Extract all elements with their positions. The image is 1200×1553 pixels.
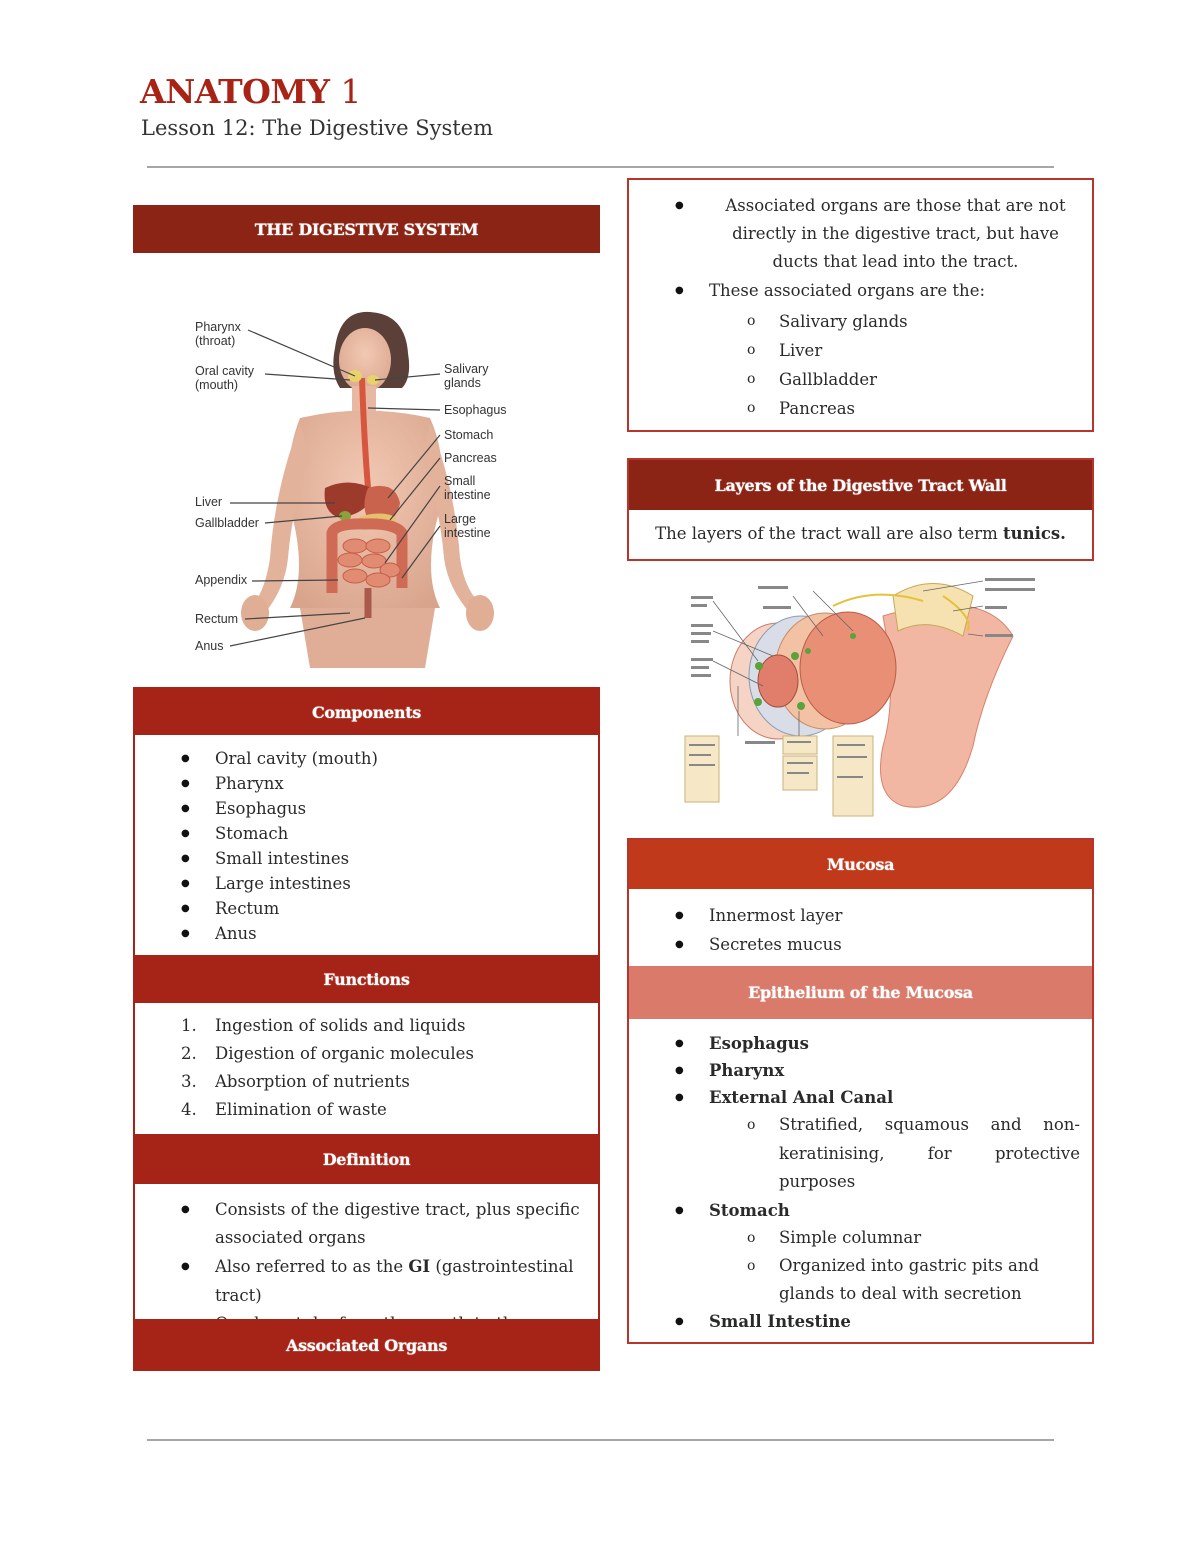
label-oral-cavity: Oral cavity (mouth) [195, 364, 255, 392]
epithelium-list [629, 1030, 1092, 1111]
list-item: ● Innermost layer [629, 901, 1092, 930]
mucosa-list [629, 901, 1092, 959]
title-main: ANATOMY [140, 72, 330, 111]
list-item: o Stratified, squamous and non-keratinising, for protective purposes [629, 1111, 1092, 1197]
tract-wall-illustration [683, 576, 1068, 828]
label-small-intestine: Small intestine [444, 474, 491, 502]
list-item: ● Esophagus [135, 796, 598, 821]
label-large-intestine: Large intestine [444, 512, 491, 540]
definition-list [135, 1196, 592, 1338]
mucosa-box [627, 838, 1094, 1344]
layers-box [627, 458, 1094, 561]
associated-organs-list [629, 192, 1092, 306]
list-item: 1. Ingestion of solids and liquids [181, 1016, 466, 1035]
label-gallbladder: Gallbladder [195, 516, 259, 530]
list-item: ● Rectum [135, 896, 598, 921]
top-divider [147, 166, 1054, 168]
functions-list [135, 1012, 598, 1124]
list-item: 2. Digestion of organic molecules [181, 1044, 474, 1063]
list-item: o Salivary glands [629, 307, 1092, 336]
label-appendix: Appendix [195, 573, 248, 587]
list-item: ● Esophagus [629, 1030, 1092, 1057]
label-salivary-glands: Salivary glands [444, 362, 489, 390]
list-item: ● Large intestines [135, 871, 598, 896]
associated-organs-heading: Associated Organs [135, 1319, 598, 1371]
list-item: 3. Absorption of nutrients [181, 1072, 410, 1091]
digestive-system-heading: THE DIGESTIVE SYSTEM [133, 205, 600, 253]
label-stomach: Stomach [444, 428, 494, 442]
list-item: ● Small intestines [135, 846, 598, 871]
list-item: ● Pharynx [629, 1057, 1092, 1084]
list-item: ● Secretes mucus [629, 930, 1092, 959]
layers-text: The layers of the tract wall are also term tunics. [655, 524, 1066, 543]
components-heading: Components [135, 689, 598, 735]
list-item: ● Associated organs are those that are not directly in the digestive tract, but have ducts that lead into the tract. [629, 192, 1092, 276]
stomach-sublist [629, 1224, 1092, 1308]
definition-heading: Definition [135, 1134, 598, 1184]
list-item: o Simple columnar [629, 1224, 1092, 1252]
mucosa-heading: Mucosa [629, 840, 1092, 889]
list-item: 4. Elimination of waste [181, 1100, 387, 1119]
tract-wall-figure [683, 576, 1068, 828]
document-subtitle: Lesson 12: The Digestive System [141, 116, 494, 140]
label-esophagus: Esophagus [444, 403, 507, 417]
label-rectum: Rectum [195, 612, 239, 626]
label-anus: Anus [195, 639, 224, 653]
list-item: ● External Anal Canal [629, 1084, 1092, 1111]
components-list [135, 746, 598, 946]
label-pancreas: Pancreas [444, 451, 497, 465]
list-item: o Gallbladder [629, 365, 1092, 394]
list-item: ● Small Intestine [629, 1308, 1092, 1336]
associated-organs-sublist [629, 307, 1092, 423]
bottom-divider [147, 1439, 1054, 1441]
label-liver: Liver [195, 495, 223, 509]
list-item: ● Stomach [629, 1197, 1092, 1224]
list-item: ● Anus [135, 921, 598, 946]
epithelium-list-stomach [629, 1197, 1092, 1224]
epithelium-content [629, 1030, 1092, 1336]
epithelium-heading: Epithelium of the Mucosa [629, 966, 1092, 1019]
list-item: o Pancreas [629, 394, 1092, 423]
functions-heading: Functions [135, 955, 598, 1003]
list-item: ● Consists of the digestive tract, plus specific associated organs [135, 1196, 592, 1252]
list-item: ● Stomach [135, 821, 598, 846]
anal-sublist [629, 1111, 1092, 1197]
title-number: 1 [340, 72, 361, 111]
layers-heading: Layers of the Digestive Tract Wall [629, 460, 1092, 510]
epithelium-list-small-intestine [629, 1308, 1092, 1336]
list-item: o Organized into gastric pits and glands to deal with secretion [629, 1252, 1092, 1308]
list-item: ● These associated organs are the: [629, 276, 1092, 306]
list-item: ● Pharynx [135, 771, 598, 796]
left-info-panel [133, 687, 600, 1371]
list-item: ● Oral cavity (mouth) [135, 746, 598, 771]
document-title [140, 72, 361, 111]
associated-organs-box [627, 178, 1094, 432]
digestive-system-figure [190, 308, 530, 668]
label-pharynx: Pharynx (throat) [195, 320, 241, 348]
list-item: ● Also referred to as the GI (gastrointestinal tract) [135, 1252, 592, 1310]
list-item: o Liver [629, 336, 1092, 365]
